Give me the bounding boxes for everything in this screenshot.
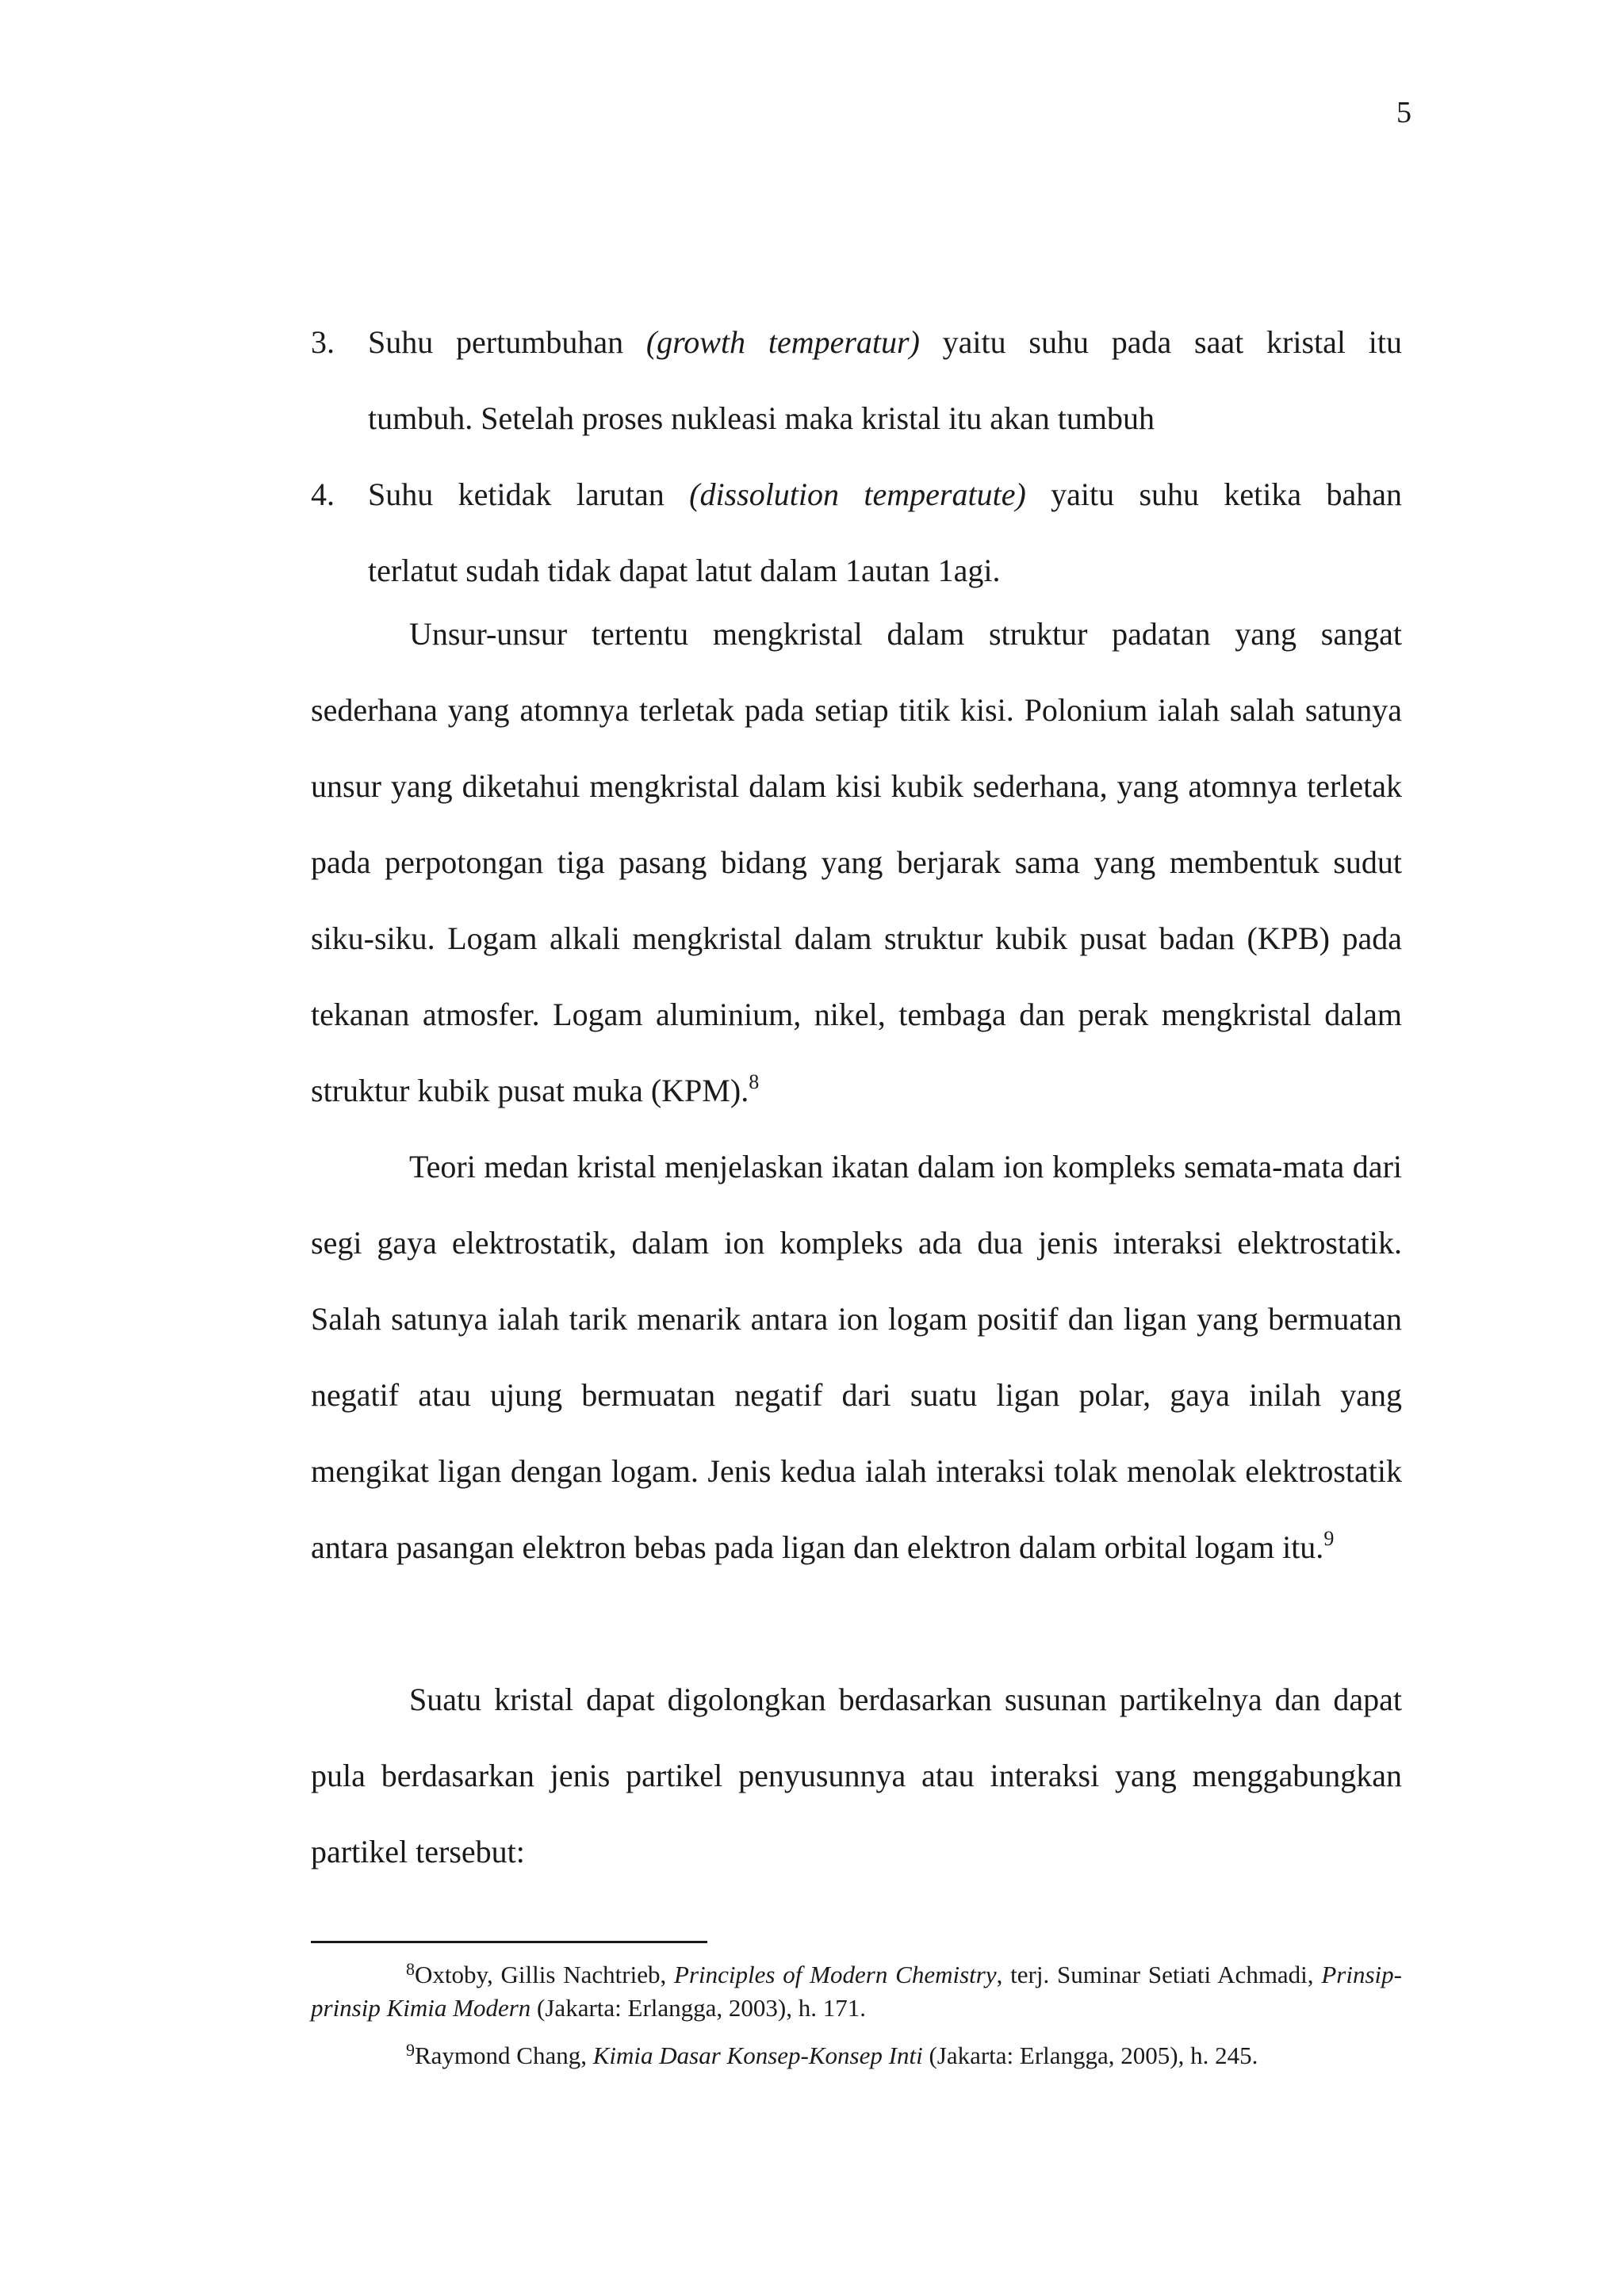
body-paragraph: Suatu kristal dapat digolongkan berdasarkan susunan partikelnya dan dapat pula berdasarkan jenis partikel penyusunnya atau interaksi yang menggabungkan partikel tersebut: — [311, 1682, 1402, 1869]
footnote: $^9$Raymond Chang, Kimia Dasar Konsep-Konsep Inti (Jakarta: Erlangga, 2005), h. 245. — [406, 2040, 1258, 2069]
footnote-number: 8 — [406, 1959, 415, 1979]
list-number: 3. — [311, 324, 335, 360]
footnote-separator — [311, 1941, 707, 1943]
italic-term: (dissolution temperatute) — [689, 476, 1026, 512]
list-item-line: Suhu ketidak larutan (dissolution temperatute) yaitu suhu ketika bahan — [368, 476, 1402, 512]
footnote-number: 9 — [406, 2040, 415, 2060]
body-paragraph: Teori medan kristal menjelaskan ikatan dalam ion kompleks semata-mata dari segi gaya elektrostatik, dalam ion kompleks ada dua jenis interaksi elektrostatik. Salah satunya ialah tarik menarik antara ion logam positif dan ligan yang bermuatan negatif atau ujung bermuatan negatif dari suatu ligan polar, gaya inilah yang mengikat ligan dengan logam. Jenis kedua ialah interaksi tolak menolak elektrostatik antara pasangan elektron bebas pada ligan dan elektron dalam orbital logam itu.$^9$ — [311, 1149, 1402, 1565]
footnote-ref: 9 — [1323, 1527, 1335, 1550]
list-item-line: Suhu pertumbuhan (growth temperatur) yaitu suhu pada saat kristal itu — [368, 324, 1402, 360]
italic-term: (growth temperatur) — [645, 324, 920, 360]
list-number: 4. — [311, 476, 335, 512]
list-item — [311, 457, 1402, 609]
page-number: 5 — [1396, 96, 1411, 129]
footnotes — [311, 1958, 1402, 2087]
list-item — [311, 304, 1402, 457]
body-paragraph: Unsur-unsur tertentu mengkristal dalam struktur padatan yang sangat sederhana yang atomnya terletak pada setiap titik kisi. Polonium ialah salah satunya unsur yang diketahui mengkristal dalam kisi kubik sederhana, yang atomnya terletak pada perpotongan tiga pasang bidang yang berjarak sama yang membentuk sudut siku-siku. Logam alkali mengkristal dalam struktur kubik pusat badan (KPB) pada tekanan atmosfer. Logam aluminium, nikel, tembaga dan perak mengkristal dalam struktur kubik pusat muka (KPM).$^8$ — [311, 616, 1402, 1108]
list-item-line: tumbuh. Setelah proses nukleasi maka kristal itu akan tumbuh — [368, 400, 1155, 436]
footnote-ref: 8 — [749, 1070, 760, 1093]
footnote: $^8$Oxtoby, Gillis Nachtrieb, Principles of Modern Chemistry, terj. Suminar Setiati Achmadi, Prinsip-prinsip Kimia Modern (Jakarta: Erlangga, 2003), h. 171. — [311, 1959, 1402, 2022]
list-item-line: terlatut sudah tidak dapat latut dalam 1autan 1agi. — [368, 553, 1001, 588]
numbered-list — [311, 304, 1402, 609]
